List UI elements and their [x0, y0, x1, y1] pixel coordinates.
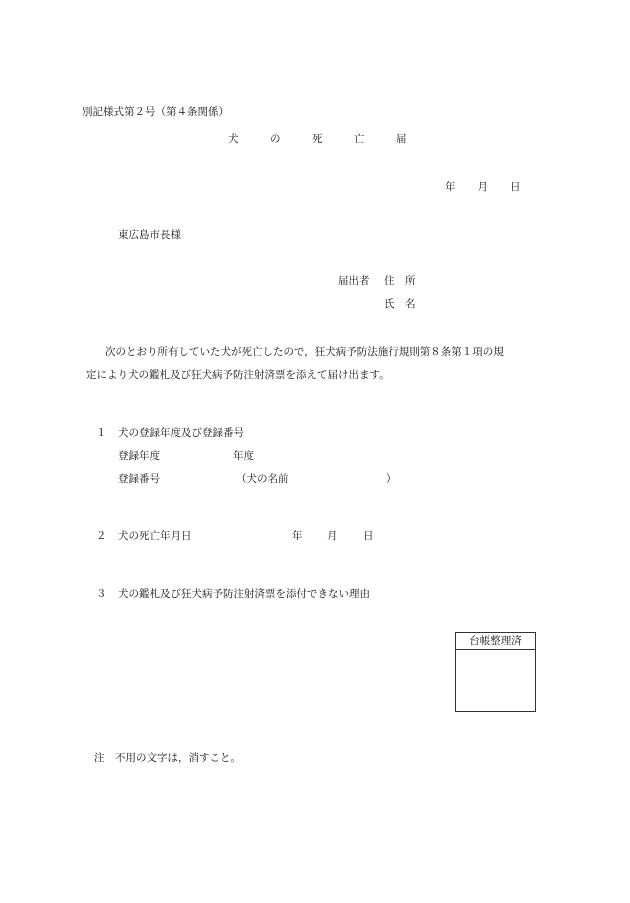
date-day: 日	[510, 181, 521, 193]
title-char-4: 亡	[354, 133, 365, 145]
section-3-heading: 犬の鑑札及び狂犬病予防注射済票を添付できない理由	[118, 588, 370, 600]
body-line-2: 定により犬の鑑札及び狂犬病予防注射済票を添えて届け出ます。	[86, 369, 390, 381]
date-month: 月	[477, 181, 488, 193]
addressee: 東広島市長様	[118, 229, 181, 241]
title-char-1: 犬	[228, 133, 239, 145]
section-1-number: １	[96, 427, 107, 439]
body-paragraph	[86, 341, 586, 387]
death-date-day: 日	[363, 530, 374, 542]
registration-year-label: 登録年度	[118, 450, 160, 462]
submission-date	[445, 182, 543, 193]
section-3-number: ３	[96, 588, 107, 600]
ledger-box	[455, 632, 536, 712]
footnote: 注 不用の文字は，消すこと。	[94, 752, 241, 764]
registration-number-label: 登録番号	[118, 473, 160, 485]
dog-name-open: （犬の名前	[236, 473, 289, 485]
death-date-month: 月	[327, 530, 338, 542]
title-char-3: 死	[312, 133, 323, 145]
form-number: 別記様式第２号（第４条関係）	[82, 106, 229, 118]
ledger-box-label: 台帳整理済	[456, 633, 535, 650]
date-year: 年	[445, 181, 456, 193]
applicant-label: 届出者	[338, 275, 370, 287]
death-date-year: 年	[292, 530, 303, 542]
section-1-heading: 犬の登録年度及び登録番号	[118, 427, 244, 439]
section-2-number: ２	[96, 530, 107, 542]
document-title	[228, 134, 438, 145]
title-char-2: の	[270, 133, 281, 145]
dog-name-close: ）	[386, 473, 397, 485]
registration-year-unit: 年度	[233, 450, 254, 462]
section-2-heading: 犬の死亡年月日	[118, 530, 192, 542]
title-char-5: 届	[396, 133, 407, 145]
applicant-name-label: 氏 名	[384, 298, 416, 310]
body-line-1: 次のとおり所有していた犬が死亡したので，狂犬病予防法施行規則第８条第１項の規	[105, 346, 504, 358]
applicant-address-label: 住 所	[384, 275, 416, 287]
